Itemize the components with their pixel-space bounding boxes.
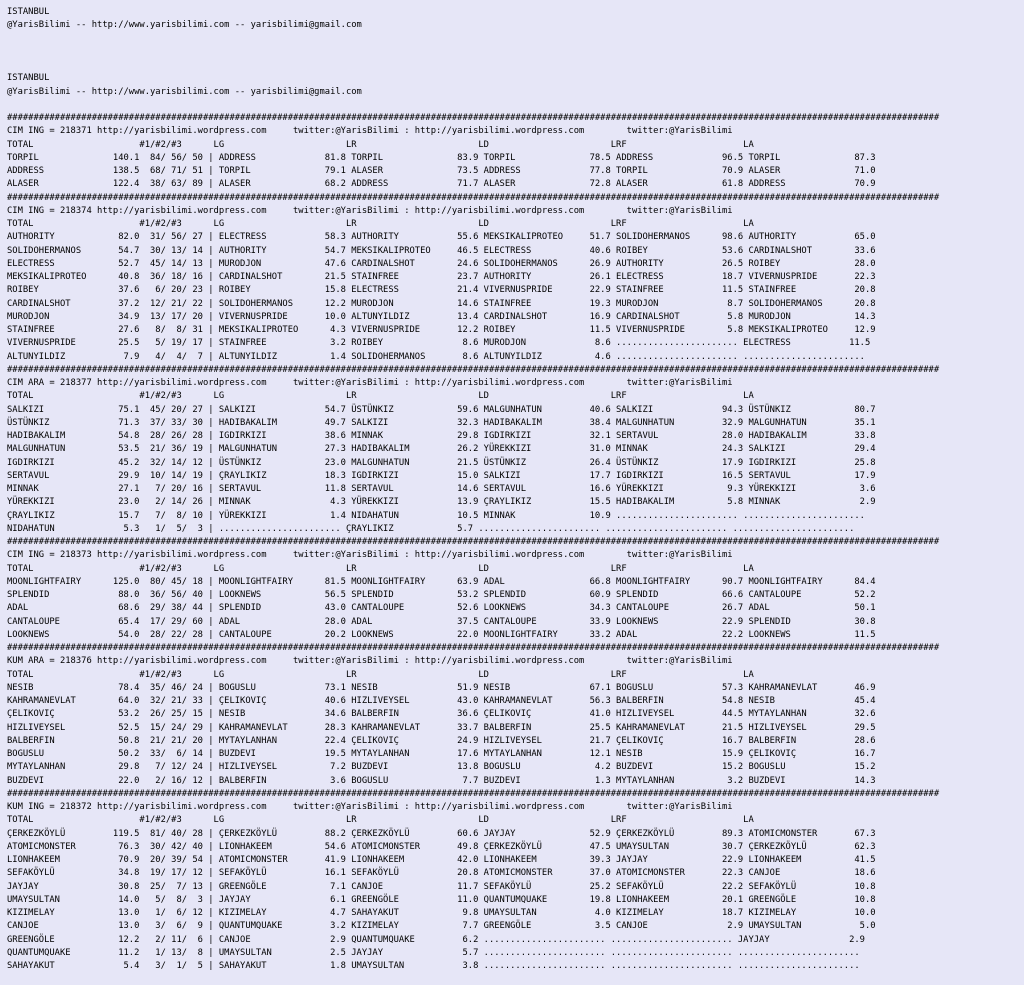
- text-line: CIM ING = 218374 http://yarisbilimi.wordpress.com twitter:@YarisBilimi : http://yarisbilimi.wordpress.com twitter:@YarisBilimi: [7, 205, 733, 216]
- text-line: MURODJON 34.9 13/ 17/ 20 | VIVERNUSPRIDE 10.0 ALTUNYILDIZ 13.4 CARDINALSHOT 16.9 CARDINALSHOT 5.8 MURODJON 14.3: [7, 311, 876, 322]
- text-line: @YarisBilimi -- http://www.yarisbilimi.com -- yarisbilimi@gmail.com: [7, 20, 362, 31]
- text-line: JAYJAY 30.8 25/ 7/ 13 | GREENGÖLE 7.1 CANJOE 11.7 SEFAKÖYLÜ 25.2 SEFAKÖYLÜ 22.2 SEFAKÖYLÜ 10.8: [7, 881, 876, 892]
- text-line: ELECTRESS 52.7 45/ 14/ 13 | MURODJON 47.6 CARDINALSHOT 24.6 SOLIDOHERMANOS 26.9 AUTHORITY 26.5 ROIBEY 28.0: [7, 258, 876, 269]
- text-line: @YarisBilimi -- http://www.yarisbilimi.com -- yarisbilimi@gmail.com: [7, 86, 362, 97]
- text-line: HADIBAKALIM 54.8 28/ 26/ 28 | IGDIRKIZI 38.6 MINNAK 29.8 IGDIRKIZI 32.1 SERTAVUL 28.0 HADIBAKALIM 33.8: [7, 431, 876, 441]
- text-line: MINNAK 27.1 7/ 20/ 16 | SERTAVUL 11.8 SERTAVUL 14.6 SERTAVUL 16.6 YÜREKKIZI 9.3 YÜREKKIZI 3.6: [7, 484, 876, 494]
- text-line: BOGUSLU 50.2 33/ 6/ 14 | BUZDEVI 19.5 MYTAYLANHAN 17.6 MYTAYLANHAN 12.1 NESIB 15.9 ÇELIKOVIÇ 16.7: [7, 749, 876, 759]
- text-line: KUM ARA = 218376 http://yarisbilimi.wordpress.com twitter:@YarisBilimi : http://yarisbilimi.wordpress.com twitter:@YarisBilimi: [7, 656, 733, 667]
- text-line: SPLENDID 88.0 36/ 56/ 40 | LOOKNEWS 56.5 SPLENDID 53.2 SPLENDID 60.9 SPLENDID 66.6 CANTALOUPE 52.2: [7, 590, 876, 600]
- separator-line: ################################################################################################################################################################################: [7, 643, 940, 653]
- text-line: ÜSTÜNKIZ 71.3 37/ 33/ 30 | HADIBAKALIM 49.7 SALKIZI 32.3 HADIBAKALIM 38.4 MALGUNHATUN 32.9 MALGUNHATUN 35.1: [7, 417, 876, 428]
- text-line: ADDRESS 138.5 68/ 71/ 51 | TORPIL 79.1 ALASER 73.5 ADDRESS 77.8 TORPIL 70.9 ALASER 71.0: [7, 166, 876, 176]
- text-line: NESIB 78.4 35/ 46/ 24 | BOGUSLU 73.1 NESIB 51.9 NESIB 67.1 BOGUSLU 57.3 KAHRAMANEVLAT 46.9: [7, 682, 876, 693]
- text-line: AUTHORITY 82.0 31/ 56/ 27 | ELECTRESS 58.3 AUTHORITY 55.6 MEKSIKALIPROTEO 51.7 SOLIDOHERMANOS 98.6 AUTHORITY 65.0: [7, 232, 876, 243]
- text-line: MOONLIGHTFAIRY 125.0 80/ 45/ 18 | MOONLIGHTFAIRY 81.5 MOONLIGHTFAIRY 63.9 ADAL 66.8 MOONLIGHTFAIRY 90.7 MOONLIGHTFAIRY 84.4: [7, 576, 876, 587]
- text-line: VIVERNUSPRIDE 25.5 5/ 19/ 17 | STAINFREE 3.2 ROIBEY 8.6 MURODJON 8.6 ....................... ELECTRESS 11.5: [7, 338, 871, 349]
- text-line: HIZLIVEYSEL 52.5 15/ 24/ 29 | KAHRAMANEVLAT 28.3 KAHRAMANEVLAT 33.7 BALBERFIN 25.5 KAHRAMANEVLAT 21.5 HIZLIVEYSEL 29.5: [7, 722, 876, 733]
- text-line: IGDIRKIZI 45.2 32/ 14/ 12 | ÜSTÜNKIZ 23.0 MALGUNHATUN 21.5 ÜSTÜNKIZ 26.4 ÜSTÜNKIZ 17.9 IGDIRKIZI 25.8: [7, 457, 876, 468]
- text-line: [7, 99, 1024, 112]
- text-line: ALASER 122.4 38/ 63/ 89 | ALASER 68.2 ADDRESS 71.7 ALASER 72.8 ALASER 61.8 ADDRESS 70.9: [7, 179, 876, 190]
- text-line: LOOKNEWS 54.0 28/ 22/ 28 | CANTALOUPE 20.2 LOOKNEWS 22.0 MOONLIGHTFAIRY 33.2 ADAL 22.2 LOOKNEWS 11.5: [7, 629, 876, 640]
- text-line: SEFAKÖYLÜ 34.8 19/ 17/ 12 | SEFAKÖYLÜ 16.1 SEFAKÖYLÜ 20.8 ATOMICMONSTER 37.0 ATOMICMONSTER 22.3 CANJOE 18.6: [7, 868, 876, 879]
- separator-line: ################################################################################################################################################################################: [7, 113, 940, 123]
- text-line: UMAYSULTAN 14.0 5/ 8/ 3 | JAYJAY 6.1 GREENGÖLE 11.0 QUANTUMQUAKE 19.8 LIONHAKEEM 20.1 GREENGÖLE 10.8: [7, 894, 876, 905]
- text-line: [7, 59, 1024, 72]
- text-line: GREENGÖLE 12.2 2/ 11/ 6 | CANJOE 2.9 QUANTUMQUAKE 6.2 ....................... ....................... JAYJAY 2.9: [7, 934, 865, 945]
- text-line: ÇRAYLIKIZ 15.7 7/ 8/ 10 | YÜREKKIZI 1.4 NIDAHATUN 10.5 MINNAK 10.9 ....................... .......................: [7, 510, 865, 521]
- text-line: TORPIL 140.1 84/ 56/ 50 | ADDRESS 81.8 TORPIL 83.9 TORPIL 78.5 ADDRESS 96.5 TORPIL 87.3: [7, 152, 876, 163]
- text-line: SAHAYAKUT 5.4 3/ 1/ 5 | SAHAYAKUT 1.8 UMAYSULTAN 3.8 ....................... ....................... .......................: [7, 961, 860, 971]
- separator-line: ################################################################################################################################################################################: [7, 788, 940, 799]
- text-line: KUM ING = 218372 http://yarisbilimi.wordpress.com twitter:@YarisBilimi : http://yarisbilimi.wordpress.com twitter:@YarisBilimi: [7, 802, 733, 812]
- text-line: ISTANBUL: [7, 7, 50, 17]
- text-line: SALKIZI 75.1 45/ 20/ 27 | SALKIZI 54.7 ÜSTÜNKIZ 59.6 MALGUNHATUN 40.6 SALKIZI 94.3 ÜSTÜNKIZ 80.7: [7, 404, 876, 415]
- text-line: KAHRAMANEVLAT 64.0 32/ 21/ 33 | ÇELIKOVIÇ 40.6 HIZLIVEYSEL 43.0 KAHRAMANEVLAT 56.3 BALBERFIN 54.8 NESIB 45.4: [7, 696, 876, 706]
- text-line: NIDAHATUN 5.3 1/ 5/ 3 | ....................... ÇRAYLIKIZ 5.7 ....................... ....................... .......................: [7, 523, 855, 534]
- text-line: ATOMICMONSTER 76.3 30/ 42/ 40 | LIONHAKEEM 54.6 ATOMICMONSTER 49.8 ÇERKEZKÖYLÜ 47.5 UMAYSULTAN 30.7 ÇERKEZKÖYLÜ 62.3: [7, 841, 876, 852]
- text-line: ÇERKEZKÖYLÜ 119.5 81/ 40/ 28 | ÇERKEZKÖYLÜ 88.2 ÇERKEZKÖYLÜ 60.6 JAYJAY 52.9 ÇERKEZKÖYLÜ 89.3 ATOMICMONSTER 67.3: [7, 828, 876, 839]
- text-line: YÜREKKIZI 23.0 2/ 14/ 26 | MINNAK 4.3 YÜREKKIZI 13.9 ÇRAYLIKIZ 15.5 HADIBAKALIM 5.8 MINNAK 2.9: [7, 497, 876, 508]
- text-line: MALGUNHATUN 53.5 21/ 36/ 19 | MALGUNHATUN 27.3 HADIBAKALIM 26.2 YÜREKKIZI 31.0 MINNAK 24.3 SALKIZI 29.4: [7, 444, 876, 455]
- text-line: TOTAL #1/#2/#3 LG LR LD LRF LA: [7, 815, 754, 826]
- text-line: [7, 46, 1024, 59]
- separator-line: ################################################################################################################################################################################: [7, 364, 940, 375]
- separator-line: ################################################################################################################################################################################: [7, 537, 940, 547]
- text-line: TOTAL #1/#2/#3 LG LR LD LRF LA: [7, 139, 754, 150]
- text-line: CANTALOUPE 65.4 17/ 29/ 60 | ADAL 28.0 ADAL 37.5 CANTALOUPE 33.9 LOOKNEWS 22.9 SPLENDID 30.8: [7, 616, 876, 627]
- text-line: CARDINALSHOT 37.2 12/ 21/ 22 | SOLIDOHERMANOS 12.2 MURODJON 14.6 STAINFREE 19.3 MURODJON 8.7 SOLIDOHERMANOS 20.8: [7, 298, 876, 309]
- text-line: TOTAL #1/#2/#3 LG LR LD LRF LA: [7, 669, 754, 680]
- text-line: CANJOE 13.0 3/ 6/ 9 | QUANTUMQUAKE 3.2 KIZIMELAY 7.7 GREENGÖLE 3.5 CANJOE 2.9 UMAYSULTAN 5.0: [7, 921, 876, 932]
- text-line: TOTAL #1/#2/#3 LG LR LD LRF LA: [7, 391, 754, 402]
- text-line: SERTAVUL 29.9 10/ 14/ 19 | ÇRAYLIKIZ 18.3 IGDIRKIZI 15.0 SALKIZI 17.7 IGDIRKIZI 16.5 SERTAVUL 17.9: [7, 470, 876, 481]
- text-line: ALTUNYILDIZ 7.9 4/ 4/ 7 | ALTUNYILDIZ 1.4 SOLIDOHERMANOS 8.6 ALTUNYILDIZ 4.6 ....................... .......................: [7, 351, 865, 362]
- text-line: LIONHAKEEM 70.9 20/ 39/ 54 | ATOMICMONSTER 41.9 LIONHAKEEM 42.0 LIONHAKEEM 39.3 JAYJAY 22.9 LIONHAKEEM 41.5: [7, 855, 876, 865]
- text-line: MYTAYLANHAN 29.8 7/ 12/ 24 | HIZLIVEYSEL 7.2 BUZDEVI 13.8 BOGUSLU 4.2 BUZDEVI 15.2 BOGUSLU 15.2: [7, 762, 876, 773]
- text-line: BUZDEVI 22.0 2/ 16/ 12 | BALBERFIN 3.6 BOGUSLU 7.7 BUZDEVI 1.3 MYTAYLANHAN 3.2 BUZDEVI 14.3: [7, 775, 876, 786]
- text-line: TOTAL #1/#2/#3 LG LR LD LRF LA: [7, 563, 754, 574]
- text-line: QUANTUMQUAKE 11.2 1/ 13/ 8 | UMAYSULTAN 2.5 JAYJAY 5.7 ....................... ....................... .......................: [7, 947, 860, 958]
- text-line: BALBERFIN 50.8 21/ 21/ 20 | MYTAYLANHAN 22.4 ÇELIKOVIÇ 24.9 HIZLIVEYSEL 21.7 ÇELIKOVIÇ 16.7 BALBERFIN 28.6: [7, 735, 876, 746]
- text-line: ADAL 68.6 29/ 38/ 44 | SPLENDID 43.0 CANTALOUPE 52.6 LOOKNEWS 34.3 CANTALOUPE 26.7 ADAL 50.1: [7, 603, 876, 614]
- text-line: ISTANBUL: [7, 73, 50, 84]
- text-line: TOTAL #1/#2/#3 LG LR LD LRF LA: [7, 219, 754, 229]
- text-line: ROIBEY 37.6 6/ 20/ 23 | ROIBEY 15.8 ELECTRESS 21.4 VIVERNUSPRIDE 22.9 STAINFREE 11.5 STAINFREE 20.8: [7, 285, 876, 296]
- text-line: [7, 33, 1024, 46]
- text-line: CIM ING = 218373 http://yarisbilimi.wordpress.com twitter:@YarisBilimi : http://yarisbilimi.wordpress.com twitter:@YarisBilimi: [7, 550, 733, 561]
- text-line: CIM ING = 218371 http://yarisbilimi.wordpress.com twitter:@YarisBilimi : http://yarisbilimi.wordpress.com twitter:@YarisBilimi: [7, 126, 733, 137]
- text-line: KIZIMELAY 13.0 1/ 6/ 12 | KIZIMELAY 4.7 SAHAYAKUT 9.8 UMAYSULTAN 4.0 KIZIMELAY 18.7 KIZIMELAY 10.0: [7, 908, 876, 918]
- text-line: STAINFREE 27.6 8/ 8/ 31 | MEKSIKALIPROTEO 4.3 VIVERNUSPRIDE 12.2 ROIBEY 11.5 VIVERNUSPRIDE 5.8 MEKSIKALIPROTEO 12.9: [7, 325, 876, 335]
- text-line: MEKSIKALIPROTEO 40.8 36/ 18/ 16 | CARDINALSHOT 21.5 STAINFREE 23.7 AUTHORITY 26.1 ELECTRESS 18.7 VIVERNUSPRIDE 22.3: [7, 272, 876, 282]
- text-line: SOLIDOHERMANOS 54.7 30/ 13/ 14 | AUTHORITY 54.7 MEKSIKALIPROTEO 46.5 ELECTRESS 40.6 ROIBEY 53.6 CARDINALSHOT 33.6: [7, 245, 876, 256]
- separator-line: ################################################################################################################################################################################: [7, 192, 940, 203]
- text-line: ÇELIKOVIÇ 53.2 26/ 25/ 15 | NESIB 34.6 BALBERFIN 36.6 ÇELIKOVIÇ 41.0 HIZLIVEYSEL 44.5 MYTAYLANHAN 32.6: [7, 709, 876, 720]
- text-line: CIM ARA = 218377 http://yarisbilimi.wordpress.com twitter:@YarisBilimi : http://yarisbilimi.wordpress.com twitter:@YarisBilimi: [7, 378, 733, 388]
